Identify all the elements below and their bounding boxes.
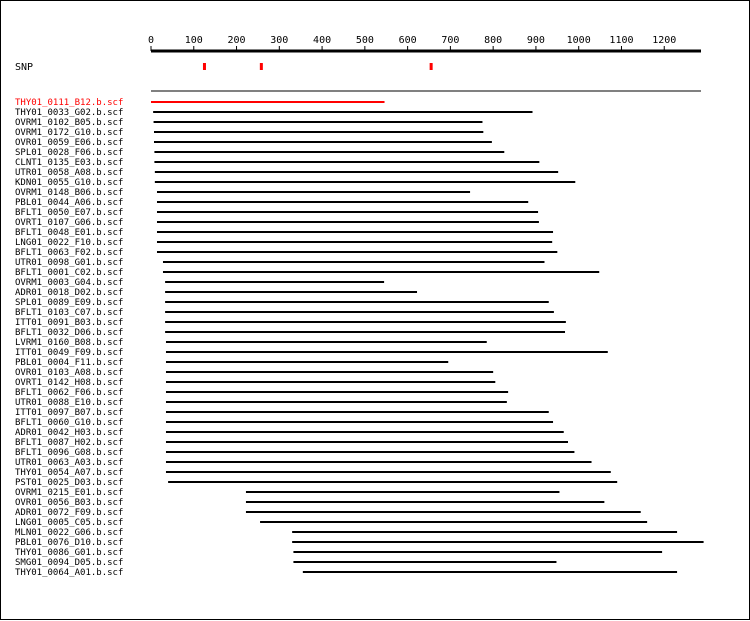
ruler-tick-label: 100	[184, 35, 203, 46]
read-label: OVRM1_0102_B05.b.scf	[15, 118, 124, 128]
read-label: OVRM1_0172_G10.b.scf	[15, 128, 124, 138]
read-label: UTR01_0088_E10.b.scf	[15, 398, 124, 408]
read-label: OVR01_0059_E06.b.scf	[15, 138, 124, 148]
read-label: THY01_0064_A01.b.scf	[15, 568, 124, 578]
read-label: ADR01_0018_D02.b.scf	[15, 288, 124, 298]
read-label: KDN01_0055_G10.b.scf	[15, 178, 124, 188]
read-label: OVRM1_0148_B06.b.scf	[15, 188, 124, 198]
read-label: PBL01_0004_F11.b.scf	[15, 358, 124, 368]
read-label: THY01_0086_G01.b.scf	[15, 548, 124, 558]
ruler-tick-label: 1100	[609, 35, 634, 46]
read-label: OVR01_0056_B03.b.scf	[15, 498, 124, 508]
read-label: OVRT1_0142_H08.b.scf	[15, 378, 124, 388]
read-label: OVRM1_0003_G04.b.scf	[15, 278, 124, 288]
read-label: LNG01_0005_C05.b.scf	[15, 518, 124, 528]
ruler-tick-label: 700	[441, 35, 460, 46]
position-ruler	[148, 35, 701, 51]
ruler-tick-label: 1200	[652, 35, 677, 46]
read-label: THY01_0054_A07.b.scf	[15, 468, 124, 478]
read-label: SPL01_0089_E09.b.scf	[15, 298, 124, 308]
read-label: LNG01_0022_F10.b.scf	[15, 238, 124, 248]
ruler-tick-label: 400	[313, 35, 332, 46]
read-label: CLNT1_0135_E03.b.scf	[15, 158, 124, 168]
read-label: BFLT1_0032_D06.b.scf	[15, 328, 124, 338]
read-label: ADR01_0042_H03.b.scf	[15, 428, 124, 438]
reference-read-label: THY01_0111_B12.b.scf	[15, 98, 124, 108]
read-label: OVRM1_0215_E01.b.scf	[15, 488, 124, 498]
ruler-tick-label: 900	[526, 35, 545, 46]
read-label: UTR01_0058_A08.b.scf	[15, 168, 124, 178]
read-label: ITT01_0091_B03.b.scf	[15, 318, 124, 328]
alignment-canvas	[1, 1, 750, 621]
read-label: BFLT1_0062_F06.b.scf	[15, 388, 124, 398]
read-label: BFLT1_0103_C07.b.scf	[15, 308, 124, 318]
ruler-tick-label: 0	[147, 35, 155, 46]
read-label: ITT01_0049_F09.b.scf	[15, 348, 124, 358]
snp-marker	[260, 63, 263, 70]
read-label: BFLT1_0001_C02.b.scf	[15, 268, 124, 278]
read-label: PST01_0025_D03.b.scf	[15, 478, 124, 488]
read-label: SMG01_0094_D05.b.scf	[15, 558, 124, 568]
ruler-tick-label: 500	[355, 35, 374, 46]
read-label: BFLT1_0048_E01.b.scf	[15, 228, 124, 238]
ruler-tick-label: 600	[398, 35, 417, 46]
read-label: LVRM1_0160_B08.b.scf	[15, 338, 124, 348]
read-label: MLN01_0022_G06.b.scf	[15, 528, 124, 538]
snp-track	[15, 62, 433, 73]
read-label: SPL01_0028_F06.b.scf	[15, 148, 124, 158]
read-label: BFLT1_0050_E07.b.scf	[15, 208, 124, 218]
ruler-tick-label: 300	[270, 35, 289, 46]
ruler-tick-label: 800	[484, 35, 503, 46]
read-label: ITT01_0097_B07.b.scf	[15, 408, 124, 418]
read-label: BFLT1_0063_F02.b.scf	[15, 248, 124, 258]
ruler-tick-label: 200	[227, 35, 246, 46]
snp-marker	[203, 63, 206, 70]
ruler-tick-label: 1000	[566, 35, 591, 46]
read-label: OVR01_0103_A08.b.scf	[15, 368, 124, 378]
read-label: BFLT1_0087_H02.b.scf	[15, 438, 124, 448]
read-label: BFLT1_0060_G10.b.scf	[15, 418, 124, 428]
read-label: ADR01_0072_F09.b.scf	[15, 508, 124, 518]
read-label: UTR01_0098_G01.b.scf	[15, 258, 124, 268]
read-label: OVRT1_0107_G06.b.scf	[15, 218, 124, 228]
read-label: THY01_0033_G02.b.scf	[15, 108, 124, 118]
read-label: UTR01_0063_A03.b.scf	[15, 458, 124, 468]
snp-marker	[430, 63, 433, 70]
read-label: PBL01_0076_D10.b.scf	[15, 538, 124, 548]
read-alignment-list	[15, 98, 704, 578]
snp-label: SNP	[15, 62, 34, 73]
read-label: PBL01_0044_A06.b.scf	[15, 198, 124, 208]
read-label: BFLT1_0096_G08.b.scf	[15, 448, 124, 458]
